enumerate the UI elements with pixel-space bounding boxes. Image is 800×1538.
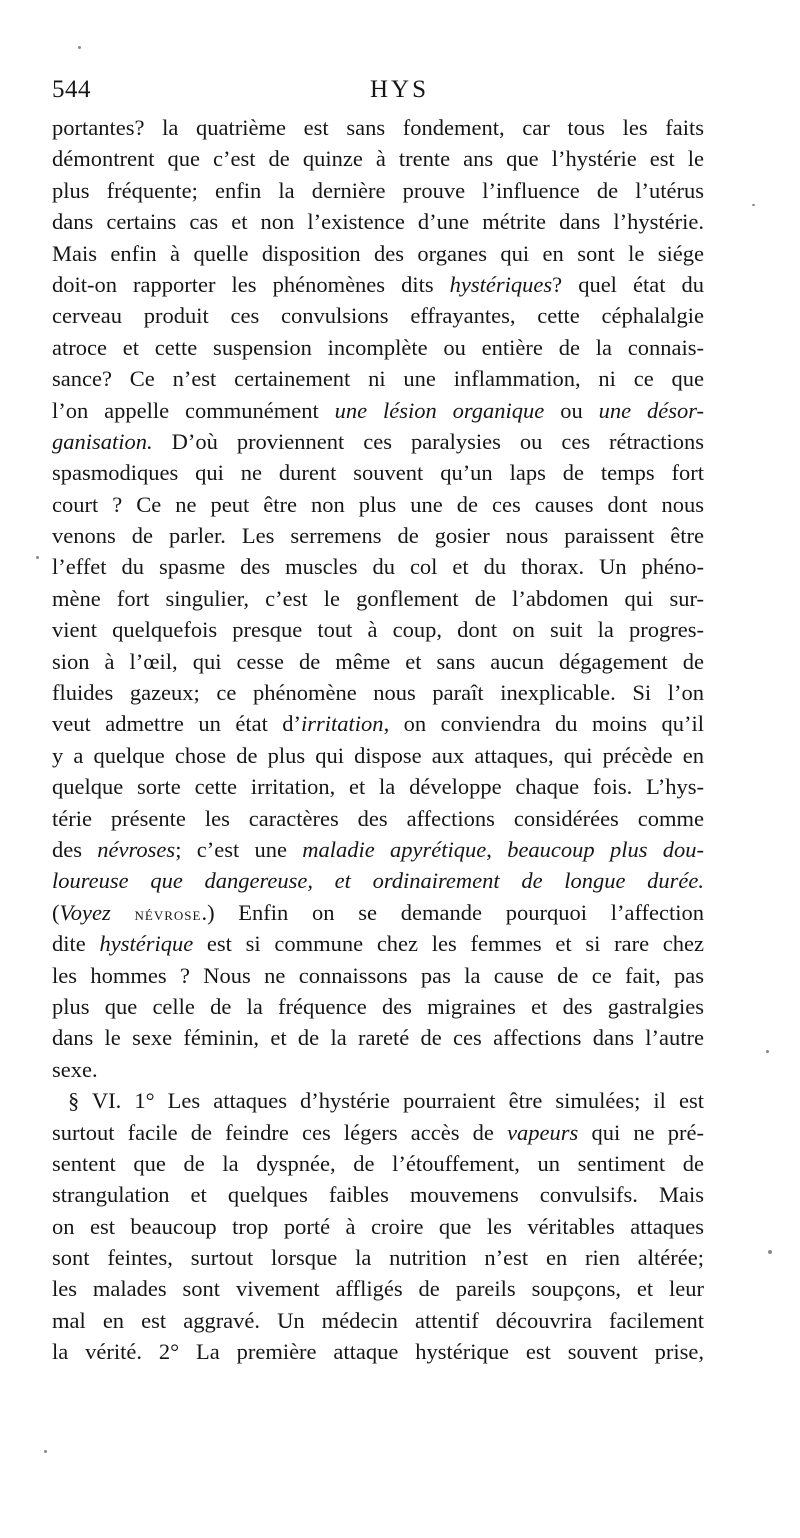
text-line: [52, 583, 704, 614]
text-run: atroce et cette suspension incomplète ou entière de la connais-: [52, 334, 704, 360]
text-run: est si commune chez les femmes et si rare chez: [193, 931, 704, 957]
text-line: [52, 143, 704, 174]
text-line: [52, 175, 704, 206]
text-run: l’effet du spasme des muscles du col et du thorax. Un phéno-: [52, 554, 704, 580]
text-run: y a quelque chose de plus qui dispose aux attaques, qui précède en: [52, 742, 704, 768]
text-line: [52, 457, 704, 488]
text-line: [52, 897, 704, 928]
text-run: portantes? la quatrième est sans fondement, car tous les faits: [52, 115, 704, 140]
text-line: [52, 395, 704, 426]
text-line: [52, 708, 704, 739]
text-line: [52, 363, 704, 394]
text-line: [52, 332, 704, 363]
text-line: [52, 1211, 704, 1242]
print-speck: [78, 46, 81, 49]
text-run: spasmodiques qui ne durent souvent qu’un laps de temps fort: [52, 460, 704, 486]
print-speck: [44, 1450, 47, 1453]
text-run: dite: [52, 931, 100, 957]
print-speck: [768, 1250, 772, 1254]
text-line: [52, 677, 704, 708]
text-run: la vérité. 2° La première attaque hystérique est souvent prise,: [52, 1339, 704, 1365]
text-run: strangulation et quelques faibles mouvemens convulsifs. Mais: [52, 1182, 704, 1208]
running-head: HYS: [370, 76, 430, 103]
text-run: les hommes ? Nous ne connaissons pas la cause de ce fait, pas: [52, 962, 704, 988]
text-line: [52, 520, 704, 551]
page-number: 544: [52, 76, 91, 103]
italic-text: névroses: [97, 836, 176, 862]
page-header: [52, 76, 702, 110]
text-run: veut admettre un état d’: [52, 711, 302, 737]
small-caps-text: névrose: [134, 903, 202, 924]
text-line: [52, 1022, 704, 1053]
text-line: [52, 928, 704, 959]
text-line: [52, 206, 704, 237]
text-run: venons de parler. Les serremens de gosier nous paraissent être: [52, 523, 704, 549]
text-run: quelque sorte cette irritation, et la développe chaque fois. L’hys-: [52, 774, 704, 800]
text-run: cerveau produit ces convulsions effrayantes, cette céphalalgie: [52, 303, 704, 329]
text-line: [52, 269, 704, 300]
text-run: l’on appelle communément: [52, 397, 335, 423]
text-line: [52, 1085, 704, 1116]
text-run: vient quelquefois presque tout à coup, dont on suit la progres-: [52, 617, 704, 643]
text-run: térie présente les caractères des affections considérées comme: [52, 805, 704, 831]
italic-text: hystériques: [449, 271, 553, 297]
text-line: [52, 1054, 704, 1085]
text-line: [52, 991, 704, 1022]
text-run: des: [52, 836, 98, 862]
text-line: [52, 865, 704, 896]
text-line: [52, 803, 704, 834]
text-run: (: [52, 899, 60, 925]
italic-text: irritation: [301, 711, 384, 737]
italic-text: ganisation.: [52, 428, 153, 454]
text-line: [52, 771, 704, 802]
text-run: surtout facile de feindre ces légers accès de: [52, 1119, 508, 1145]
text-run: mène fort singulier, c’est le gonflement de l’abdomen qui sur-: [52, 585, 704, 611]
text-run: dans le sexe féminin, et de la rareté de ces affections dans l’autre: [52, 1025, 704, 1051]
text-run: sexe.: [52, 1056, 98, 1082]
text-line: [52, 1242, 704, 1273]
italic-text: une lésion organique: [334, 397, 545, 423]
text-run: plus fréquente; enfin la dernière prouve l’influence de l’utérus: [52, 177, 704, 203]
text-run: ,: [486, 836, 508, 862]
text-line: [52, 238, 704, 269]
text-line: [52, 740, 704, 771]
text-run: plus que celle de la fréquence des migraines et des gastralgies: [52, 993, 704, 1019]
text-run: ou: [544, 397, 599, 423]
text-run: sont feintes, surtout lorsque la nutrition n’est en rien altérée;: [52, 1245, 704, 1271]
text-run: , on conviendra du moins qu’il: [383, 711, 704, 737]
text-line: [52, 1273, 704, 1304]
text-run: ? quel état du: [552, 271, 705, 297]
body-text: [52, 112, 704, 1368]
text-line: [52, 112, 704, 143]
text-line: [52, 960, 704, 991]
text-run: sance? Ce n’est certainement ni une inflammation, ni ce que: [52, 366, 704, 392]
print-speck: [752, 204, 755, 206]
text-run: .) Enfin on se demande pourquoi l’affection: [201, 899, 704, 925]
italic-text: hystérique: [99, 931, 194, 957]
text-run: sentent que de la dyspnée, de l’étouffement, un sentiment de: [52, 1150, 704, 1176]
text-line: [52, 614, 704, 645]
italic-text: maladie apyrétique: [302, 836, 487, 862]
text-line: [52, 551, 704, 582]
text-line: [52, 489, 704, 520]
italic-text: une désor-: [598, 397, 705, 423]
text-line: [52, 1336, 704, 1367]
text-line: [52, 1148, 704, 1179]
text-run: court ? Ce ne peut être non plus une de ces causes dont nous: [52, 491, 704, 517]
text-line: [52, 834, 704, 865]
text-line: [52, 1179, 704, 1210]
text-run: les malades sont vivement affligés de pareils soupçons, et leur: [52, 1276, 704, 1302]
text-run: § VI. 1° Les attaques d’hystérie pourraient être simulées; il est: [68, 1088, 704, 1114]
text-run: ; c’est une: [175, 836, 303, 862]
italic-text: loureuse que dangereuse, et ordinairement de longue durée.: [52, 868, 704, 894]
print-speck: [36, 556, 39, 559]
text-run: on est beaucoup trop porté à croire que les véritables attaques: [52, 1213, 704, 1239]
text-line: [52, 426, 704, 457]
text-run: fluides gazeux; ce phénomène nous paraît inexplicable. Si l’on: [52, 680, 704, 706]
text-run: démontrent que c’est de quinze à trente ans que l’hystérie est le: [52, 146, 704, 172]
text-run: dans certains cas et non l’existence d’une métrite dans l’hystérie.: [52, 209, 704, 235]
italic-text: vapeurs: [507, 1119, 579, 1145]
text-run: mal en est aggravé. Un médecin attentif découvrira facilement: [52, 1307, 704, 1333]
italic-text: beaucoup plus dou-: [507, 836, 704, 862]
italic-text: Voyez: [59, 899, 111, 925]
text-line: [52, 1117, 704, 1148]
text-run: qui ne pré-: [578, 1119, 704, 1145]
text-run: Mais enfin à quelle disposition des organes qui en sont le siége: [52, 240, 704, 266]
text-run: doit-on rapporter les phénomènes dits: [52, 271, 450, 297]
text-line: [52, 1305, 704, 1336]
text-run: D’où proviennent ces paralysies ou ces rétractions: [152, 428, 704, 454]
text-run: [111, 900, 135, 925]
text-line: [52, 646, 704, 677]
print-speck: [766, 1050, 769, 1053]
text-line: [52, 300, 704, 331]
text-run: sion à l’œil, qui cesse de même et sans aucun dégagement de: [52, 648, 704, 674]
